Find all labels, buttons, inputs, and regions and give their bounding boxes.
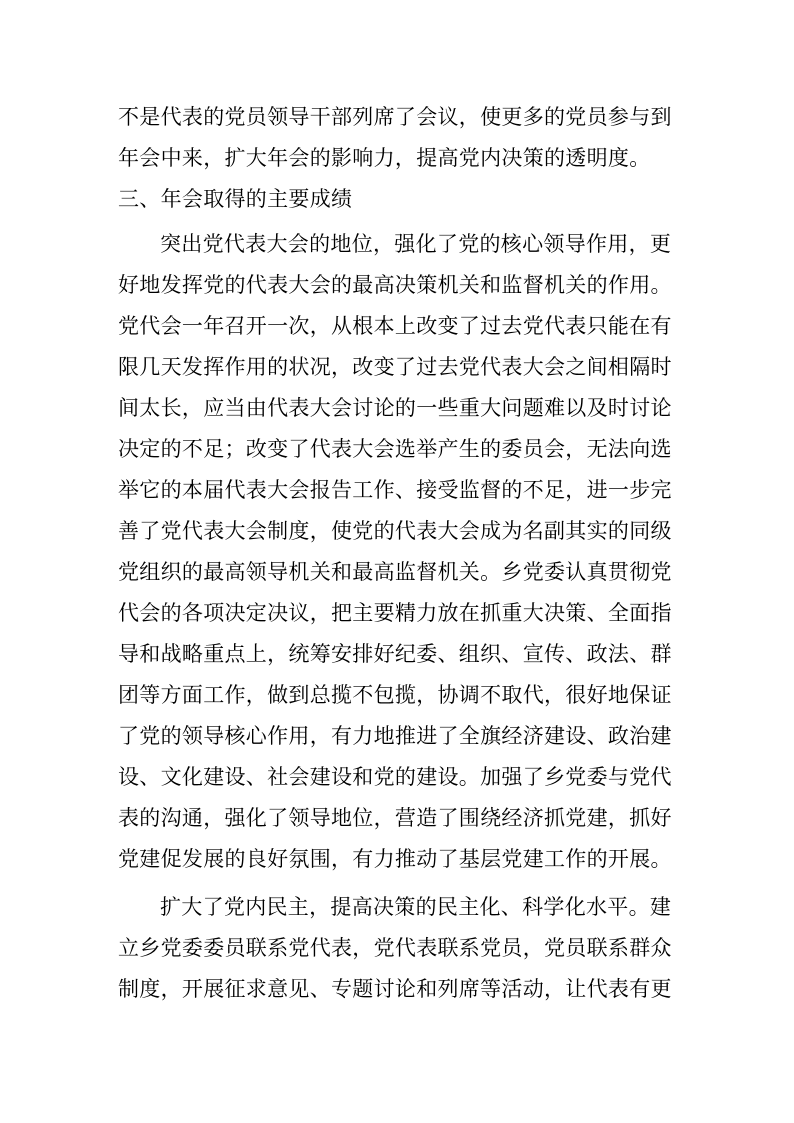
text-line: 举它的本届代表大会报告工作、接受监督的不足，进一步完 (118, 478, 672, 502)
text-line: 好地发挥党的代表大会的最高决策机关和监督机关的作用。 (118, 273, 672, 297)
text-line: 决定的不足；改变了代表大会选举产生的委员会，无法向选 (118, 437, 672, 461)
text-line: 党组织的最高领导机关和最高监督机关。乡党委认真贯彻党 (118, 560, 672, 584)
text-line: 制度，开展征求意见、专题讨论和列席等活动，让代表有更 (118, 977, 672, 1001)
text-line: 表的沟通，强化了领导地位，营造了围绕经济抓党建，抓好 (118, 806, 672, 830)
text-line: 设、文化建设、社会建设和党的建设。加强了乡党委与党代 (118, 765, 672, 789)
text-line: 代会的各项决定决议，把主要精力放在抓重大决策、全面指 (118, 601, 672, 625)
text-line: 了党的领导核心作用，有力地推进了全旗经济建设、政治建 (118, 724, 672, 748)
text-line: 党代会一年召开一次，从根本上改变了过去党代表只能在有 (118, 314, 672, 338)
paragraph-first-line: 突出党代表大会的地位，强化了党的核心领导作用，更 (160, 232, 672, 256)
paragraph-first-line: 扩大了党内民主，提高决策的民主化、科学化水平。建 (160, 895, 672, 919)
section-heading: 三、年会取得的主要成绩 (118, 187, 353, 211)
text-line: 导和战略重点上，统筹安排好纪委、组织、宣传、政法、群 (118, 642, 672, 666)
text-line: 团等方面工作，做到总揽不包揽，协调不取代，很好地保证 (118, 683, 672, 707)
text-line: 立乡党委委员联系党代表，党代表联系党员，党员联系群众 (118, 936, 672, 960)
text-line: 年会中来，扩大年会的影响力，提高党内决策的透明度。 (118, 146, 651, 170)
text-line: 限几天发挥作用的状况，改变了过去党代表大会之间相隔时 (118, 355, 672, 379)
text-line: 不是代表的党员领导干部列席了会议，使更多的党员参与到 (118, 105, 672, 129)
text-line: 党建促发展的良好氛围，有力推动了基层党建工作的开展。 (118, 847, 672, 871)
text-line: 间太长，应当由代表大会讨论的一些重大问题难以及时讨论 (118, 396, 672, 420)
text-line: 善了党代表大会制度，使党的代表大会成为名副其实的同级 (118, 519, 672, 543)
